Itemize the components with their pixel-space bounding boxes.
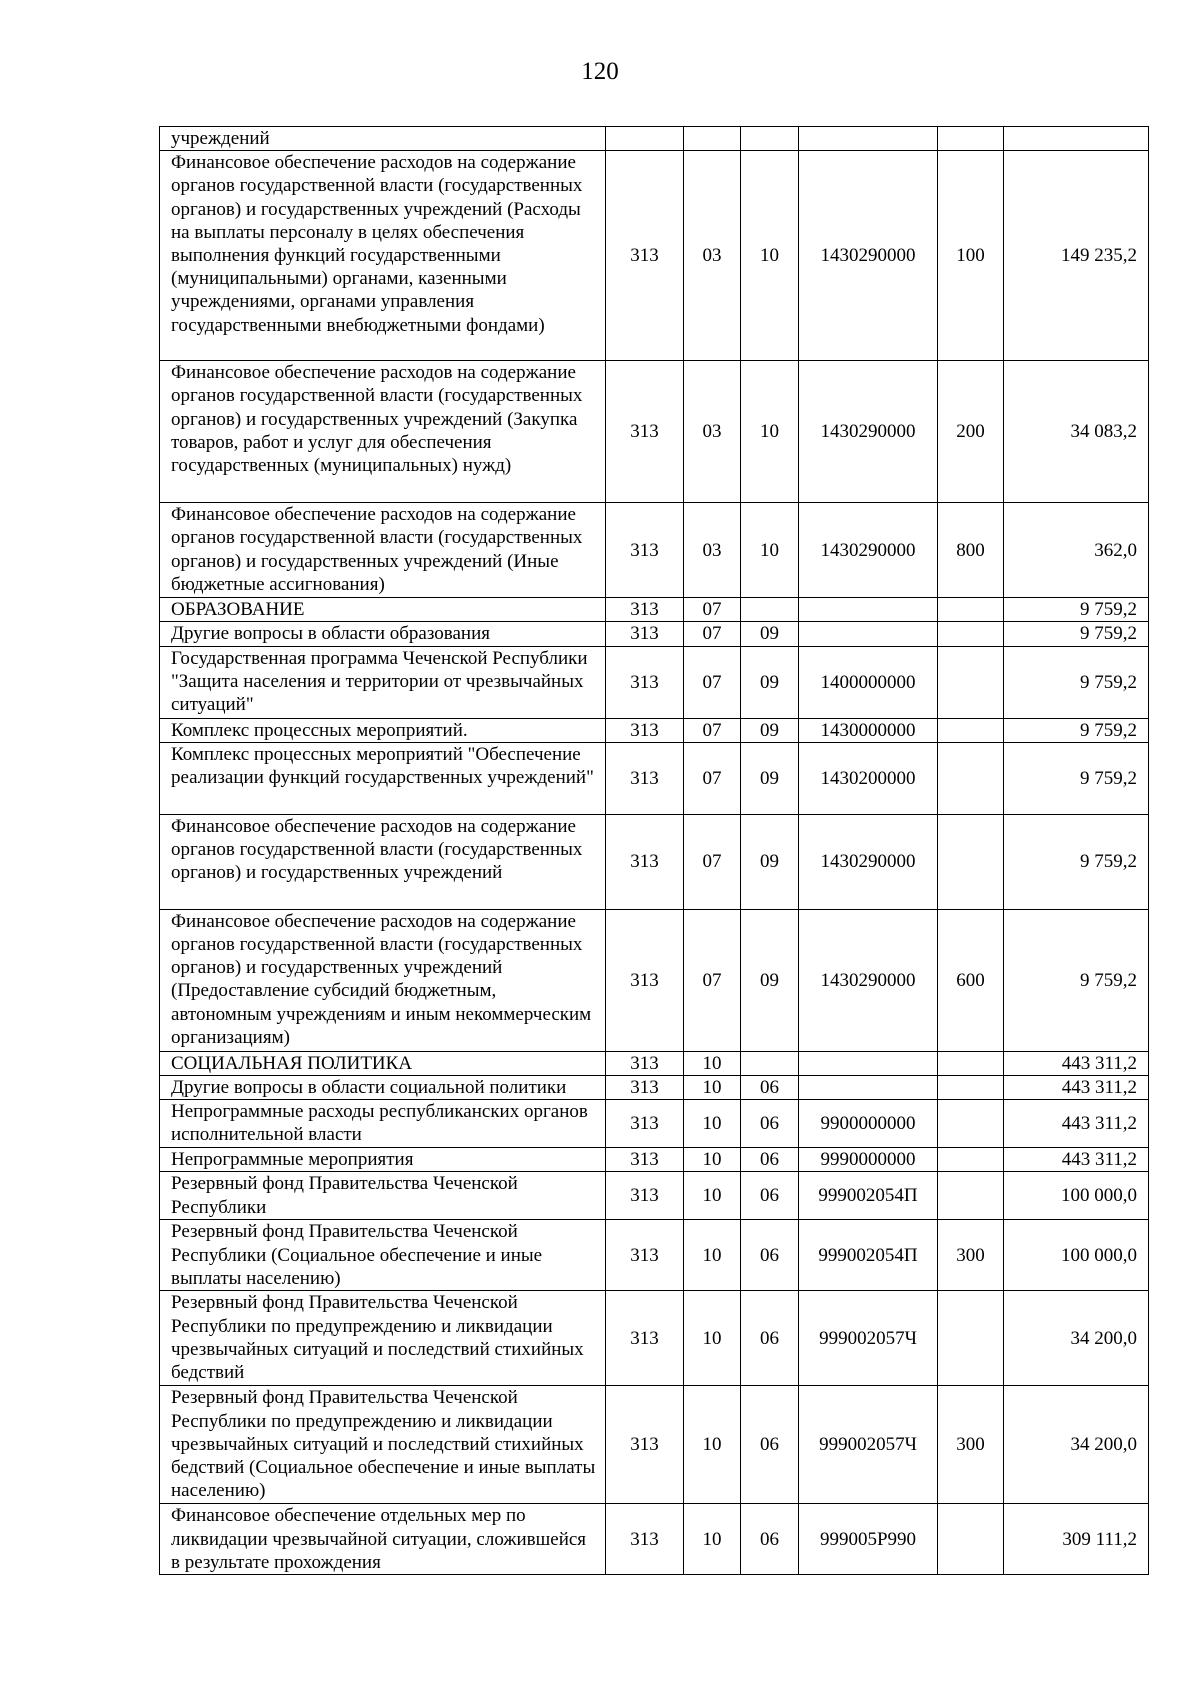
expense-type-code-cell xyxy=(938,1100,1004,1148)
expense-type-code-cell xyxy=(938,1172,1004,1220)
section-code-cell: 10 xyxy=(684,1291,741,1386)
section-code-cell: 07 xyxy=(684,814,741,909)
target-item-code-cell: 1430290000 xyxy=(799,503,938,598)
table-row xyxy=(160,1172,1149,1220)
subsection-code-cell: 09 xyxy=(741,742,799,814)
amount-cell: 34 083,2 xyxy=(1004,361,1149,503)
expense-name-cell: Финансовое обеспечение расходов на содержание органов государственной власти (государственных органов) и государственных учреждений xyxy=(160,814,606,909)
amount-cell: 9 759,2 xyxy=(1004,646,1149,718)
amount-cell: 443 311,2 xyxy=(1004,1100,1149,1148)
table-row xyxy=(160,742,1149,814)
expense-name-cell: Резервный фонд Правительства Чеченской Республики xyxy=(160,1172,606,1220)
subsection-code-cell: 10 xyxy=(741,361,799,503)
subsection-code-cell: 09 xyxy=(741,814,799,909)
amount-cell: 9 759,2 xyxy=(1004,598,1149,622)
ministry-code-cell: 313 xyxy=(606,1100,684,1148)
section-code-cell: 10 xyxy=(684,1386,741,1504)
expense-type-code-cell: 300 xyxy=(938,1386,1004,1504)
amount-cell: 9 759,2 xyxy=(1004,814,1149,909)
expense-type-code-cell xyxy=(938,1291,1004,1386)
section-code-cell: 07 xyxy=(684,909,741,1051)
ministry-code-cell: 313 xyxy=(606,646,684,718)
expense-type-code-cell xyxy=(938,1076,1004,1100)
section-code-cell: 03 xyxy=(684,151,741,361)
subsection-code-cell: 06 xyxy=(741,1100,799,1148)
table-row xyxy=(160,1504,1149,1575)
section-code-cell: 10 xyxy=(684,1220,741,1291)
amount-cell: 149 235,2 xyxy=(1004,151,1149,361)
expense-name-cell: СОЦИАЛЬНАЯ ПОЛИТИКА xyxy=(160,1051,606,1075)
subsection-code-cell: 10 xyxy=(741,503,799,598)
subsection-code-cell: 09 xyxy=(741,622,799,646)
ministry-code-cell: 313 xyxy=(606,622,684,646)
subsection-code-cell: 10 xyxy=(741,151,799,361)
expense-type-code-cell xyxy=(938,718,1004,742)
budget-table-body xyxy=(160,127,1149,1575)
expense-name-cell: ОБРАЗОВАНИЕ xyxy=(160,598,606,622)
target-item-code-cell: 9900000000 xyxy=(799,1100,938,1148)
expense-type-code-cell xyxy=(938,622,1004,646)
section-code-cell: 03 xyxy=(684,503,741,598)
expense-type-code-cell: 800 xyxy=(938,503,1004,598)
section-code-cell: 07 xyxy=(684,598,741,622)
table-row xyxy=(160,646,1149,718)
ministry-code-cell: 313 xyxy=(606,1148,684,1172)
ministry-code-cell xyxy=(606,127,684,151)
table-row xyxy=(160,1051,1149,1075)
target-item-code-cell: 999002054П xyxy=(799,1220,938,1291)
table-row xyxy=(160,909,1149,1051)
table-row xyxy=(160,503,1149,598)
expense-name-cell: Другие вопросы в области образования xyxy=(160,622,606,646)
section-code-cell: 10 xyxy=(684,1148,741,1172)
section-code-cell xyxy=(684,127,741,151)
table-row xyxy=(160,151,1149,361)
expense-name-cell: Резервный фонд Правительства Чеченской Республики по предупреждению и ликвидации чрезвычайных ситуаций и последствий стихийных бедствий (Социальное обеспечение и иные выплаты населению) xyxy=(160,1386,606,1504)
expense-type-code-cell xyxy=(938,646,1004,718)
target-item-code-cell xyxy=(799,622,938,646)
table-row xyxy=(160,361,1149,503)
target-item-code-cell: 999002054П xyxy=(799,1172,938,1220)
target-item-code-cell xyxy=(799,598,938,622)
ministry-code-cell: 313 xyxy=(606,1076,684,1100)
expense-type-code-cell: 200 xyxy=(938,361,1004,503)
target-item-code-cell: 999005Р990 xyxy=(799,1504,938,1575)
amount-cell: 100 000,0 xyxy=(1004,1172,1149,1220)
section-code-cell: 03 xyxy=(684,361,741,503)
expense-name-cell: Непрограммные мероприятия xyxy=(160,1148,606,1172)
table-row xyxy=(160,598,1149,622)
target-item-code-cell: 999002057Ч xyxy=(799,1386,938,1504)
ministry-code-cell: 313 xyxy=(606,1386,684,1504)
amount-cell: 9 759,2 xyxy=(1004,622,1149,646)
ministry-code-cell: 313 xyxy=(606,1291,684,1386)
expense-name-cell: Финансовое обеспечение отдельных мер по ликвидации чрезвычайной ситуации, сложившейся в результате прохождения xyxy=(160,1504,606,1575)
expense-name-cell: Резервный фонд Правительства Чеченской Республики (Социальное обеспечение и иные выплаты населению) xyxy=(160,1220,606,1291)
subsection-code-cell: 06 xyxy=(741,1148,799,1172)
ministry-code-cell: 313 xyxy=(606,742,684,814)
expense-type-code-cell xyxy=(938,1051,1004,1075)
expense-name-cell: Финансовое обеспечение расходов на содержание органов государственной власти (государственных органов) и государственных учреждений (Расходы на выплаты персоналу в целях обеспечения выполнения функций государственными (муниципальными) органами, казенными учреждениями, органами управления государственными внебюджетными фондами) xyxy=(160,151,606,361)
subsection-code-cell xyxy=(741,598,799,622)
section-code-cell: 07 xyxy=(684,718,741,742)
expense-type-code-cell xyxy=(938,1148,1004,1172)
subsection-code-cell: 06 xyxy=(741,1291,799,1386)
subsection-code-cell: 09 xyxy=(741,718,799,742)
target-item-code-cell: 1430000000 xyxy=(799,718,938,742)
ministry-code-cell: 313 xyxy=(606,503,684,598)
amount-cell: 34 200,0 xyxy=(1004,1386,1149,1504)
expense-name-cell: Финансовое обеспечение расходов на содержание органов государственной власти (государственных органов) и государственных учреждений (Предоставление субсидий бюджетным, автономным учреждениям и иным некоммерческим организациям) xyxy=(160,909,606,1051)
subsection-code-cell: 06 xyxy=(741,1386,799,1504)
table-row xyxy=(160,622,1149,646)
subsection-code-cell: 06 xyxy=(741,1504,799,1575)
subsection-code-cell: 06 xyxy=(741,1220,799,1291)
section-code-cell: 10 xyxy=(684,1172,741,1220)
expense-type-code-cell xyxy=(938,814,1004,909)
expense-type-code-cell: 300 xyxy=(938,1220,1004,1291)
budget-table xyxy=(159,126,1149,1575)
ministry-code-cell: 313 xyxy=(606,1504,684,1575)
amount-cell xyxy=(1004,127,1149,151)
subsection-code-cell xyxy=(741,1051,799,1075)
table-row xyxy=(160,1220,1149,1291)
target-item-code-cell: 1430290000 xyxy=(799,361,938,503)
ministry-code-cell: 313 xyxy=(606,151,684,361)
table-row xyxy=(160,1386,1149,1504)
target-item-code-cell: 9990000000 xyxy=(799,1148,938,1172)
section-code-cell: 10 xyxy=(684,1100,741,1148)
expense-name-cell: Финансовое обеспечение расходов на содержание органов государственной власти (государственных органов) и государственных учреждений (Иные бюджетные ассигнования) xyxy=(160,503,606,598)
subsection-code-cell xyxy=(741,127,799,151)
expense-name-cell: Непрограммные расходы республиканских органов исполнительной власти xyxy=(160,1100,606,1148)
amount-cell: 100 000,0 xyxy=(1004,1220,1149,1291)
ministry-code-cell: 313 xyxy=(606,361,684,503)
table-row xyxy=(160,718,1149,742)
amount-cell: 34 200,0 xyxy=(1004,1291,1149,1386)
ministry-code-cell: 313 xyxy=(606,1051,684,1075)
ministry-code-cell: 313 xyxy=(606,598,684,622)
target-item-code-cell: 1430200000 xyxy=(799,742,938,814)
section-code-cell: 07 xyxy=(684,646,741,718)
ministry-code-cell: 313 xyxy=(606,1172,684,1220)
target-item-code-cell: 1430290000 xyxy=(799,909,938,1051)
amount-cell: 443 311,2 xyxy=(1004,1076,1149,1100)
section-code-cell: 07 xyxy=(684,622,741,646)
table-row xyxy=(160,814,1149,909)
table-row xyxy=(160,1291,1149,1386)
amount-cell: 9 759,2 xyxy=(1004,742,1149,814)
section-code-cell: 10 xyxy=(684,1076,741,1100)
section-code-cell: 10 xyxy=(684,1504,741,1575)
expense-type-code-cell: 600 xyxy=(938,909,1004,1051)
table-row xyxy=(160,1100,1149,1148)
page-number: 120 xyxy=(581,58,619,85)
target-item-code-cell xyxy=(799,1051,938,1075)
amount-cell: 443 311,2 xyxy=(1004,1051,1149,1075)
subsection-code-cell: 09 xyxy=(741,646,799,718)
table-row xyxy=(160,1148,1149,1172)
expense-type-code-cell xyxy=(938,1504,1004,1575)
ministry-code-cell: 313 xyxy=(606,718,684,742)
expense-type-code-cell: 100 xyxy=(938,151,1004,361)
target-item-code-cell: 1430290000 xyxy=(799,151,938,361)
amount-cell: 9 759,2 xyxy=(1004,909,1149,1051)
subsection-code-cell: 09 xyxy=(741,909,799,1051)
section-code-cell: 10 xyxy=(684,1051,741,1075)
target-item-code-cell xyxy=(799,127,938,151)
target-item-code-cell: 1430290000 xyxy=(799,814,938,909)
amount-cell: 9 759,2 xyxy=(1004,718,1149,742)
expense-name-cell: учреждений xyxy=(160,127,606,151)
target-item-code-cell: 999002057Ч xyxy=(799,1291,938,1386)
amount-cell: 362,0 xyxy=(1004,503,1149,598)
subsection-code-cell: 06 xyxy=(741,1172,799,1220)
target-item-code-cell: 1400000000 xyxy=(799,646,938,718)
expense-name-cell: Резервный фонд Правительства Чеченской Республики по предупреждению и ликвидации чрезвычайных ситуаций и последствий стихийных бедствий xyxy=(160,1291,606,1386)
expense-name-cell: Комплекс процессных мероприятий "Обеспечение реализации функций государственных учреждений" xyxy=(160,742,606,814)
table-row xyxy=(160,127,1149,151)
ministry-code-cell: 313 xyxy=(606,909,684,1051)
subsection-code-cell: 06 xyxy=(741,1076,799,1100)
section-code-cell: 07 xyxy=(684,742,741,814)
expense-name-cell: Государственная программа Чеченской Республики "Защита населения и территории от чрезвычайных ситуаций" xyxy=(160,646,606,718)
expense-name-cell: Комплекс процессных мероприятий. xyxy=(160,718,606,742)
expense-type-code-cell xyxy=(938,742,1004,814)
amount-cell: 443 311,2 xyxy=(1004,1148,1149,1172)
target-item-code-cell xyxy=(799,1076,938,1100)
expense-type-code-cell xyxy=(938,127,1004,151)
expense-name-cell: Другие вопросы в области социальной политики xyxy=(160,1076,606,1100)
expense-name-cell: Финансовое обеспечение расходов на содержание органов государственной власти (государственных органов) и государственных учреждений (Закупка товаров, работ и услуг для обеспечения государственных (муниципальных) нужд) xyxy=(160,361,606,503)
amount-cell: 309 111,2 xyxy=(1004,1504,1149,1575)
expense-type-code-cell xyxy=(938,598,1004,622)
table-row xyxy=(160,1076,1149,1100)
ministry-code-cell: 313 xyxy=(606,814,684,909)
ministry-code-cell: 313 xyxy=(606,1220,684,1291)
